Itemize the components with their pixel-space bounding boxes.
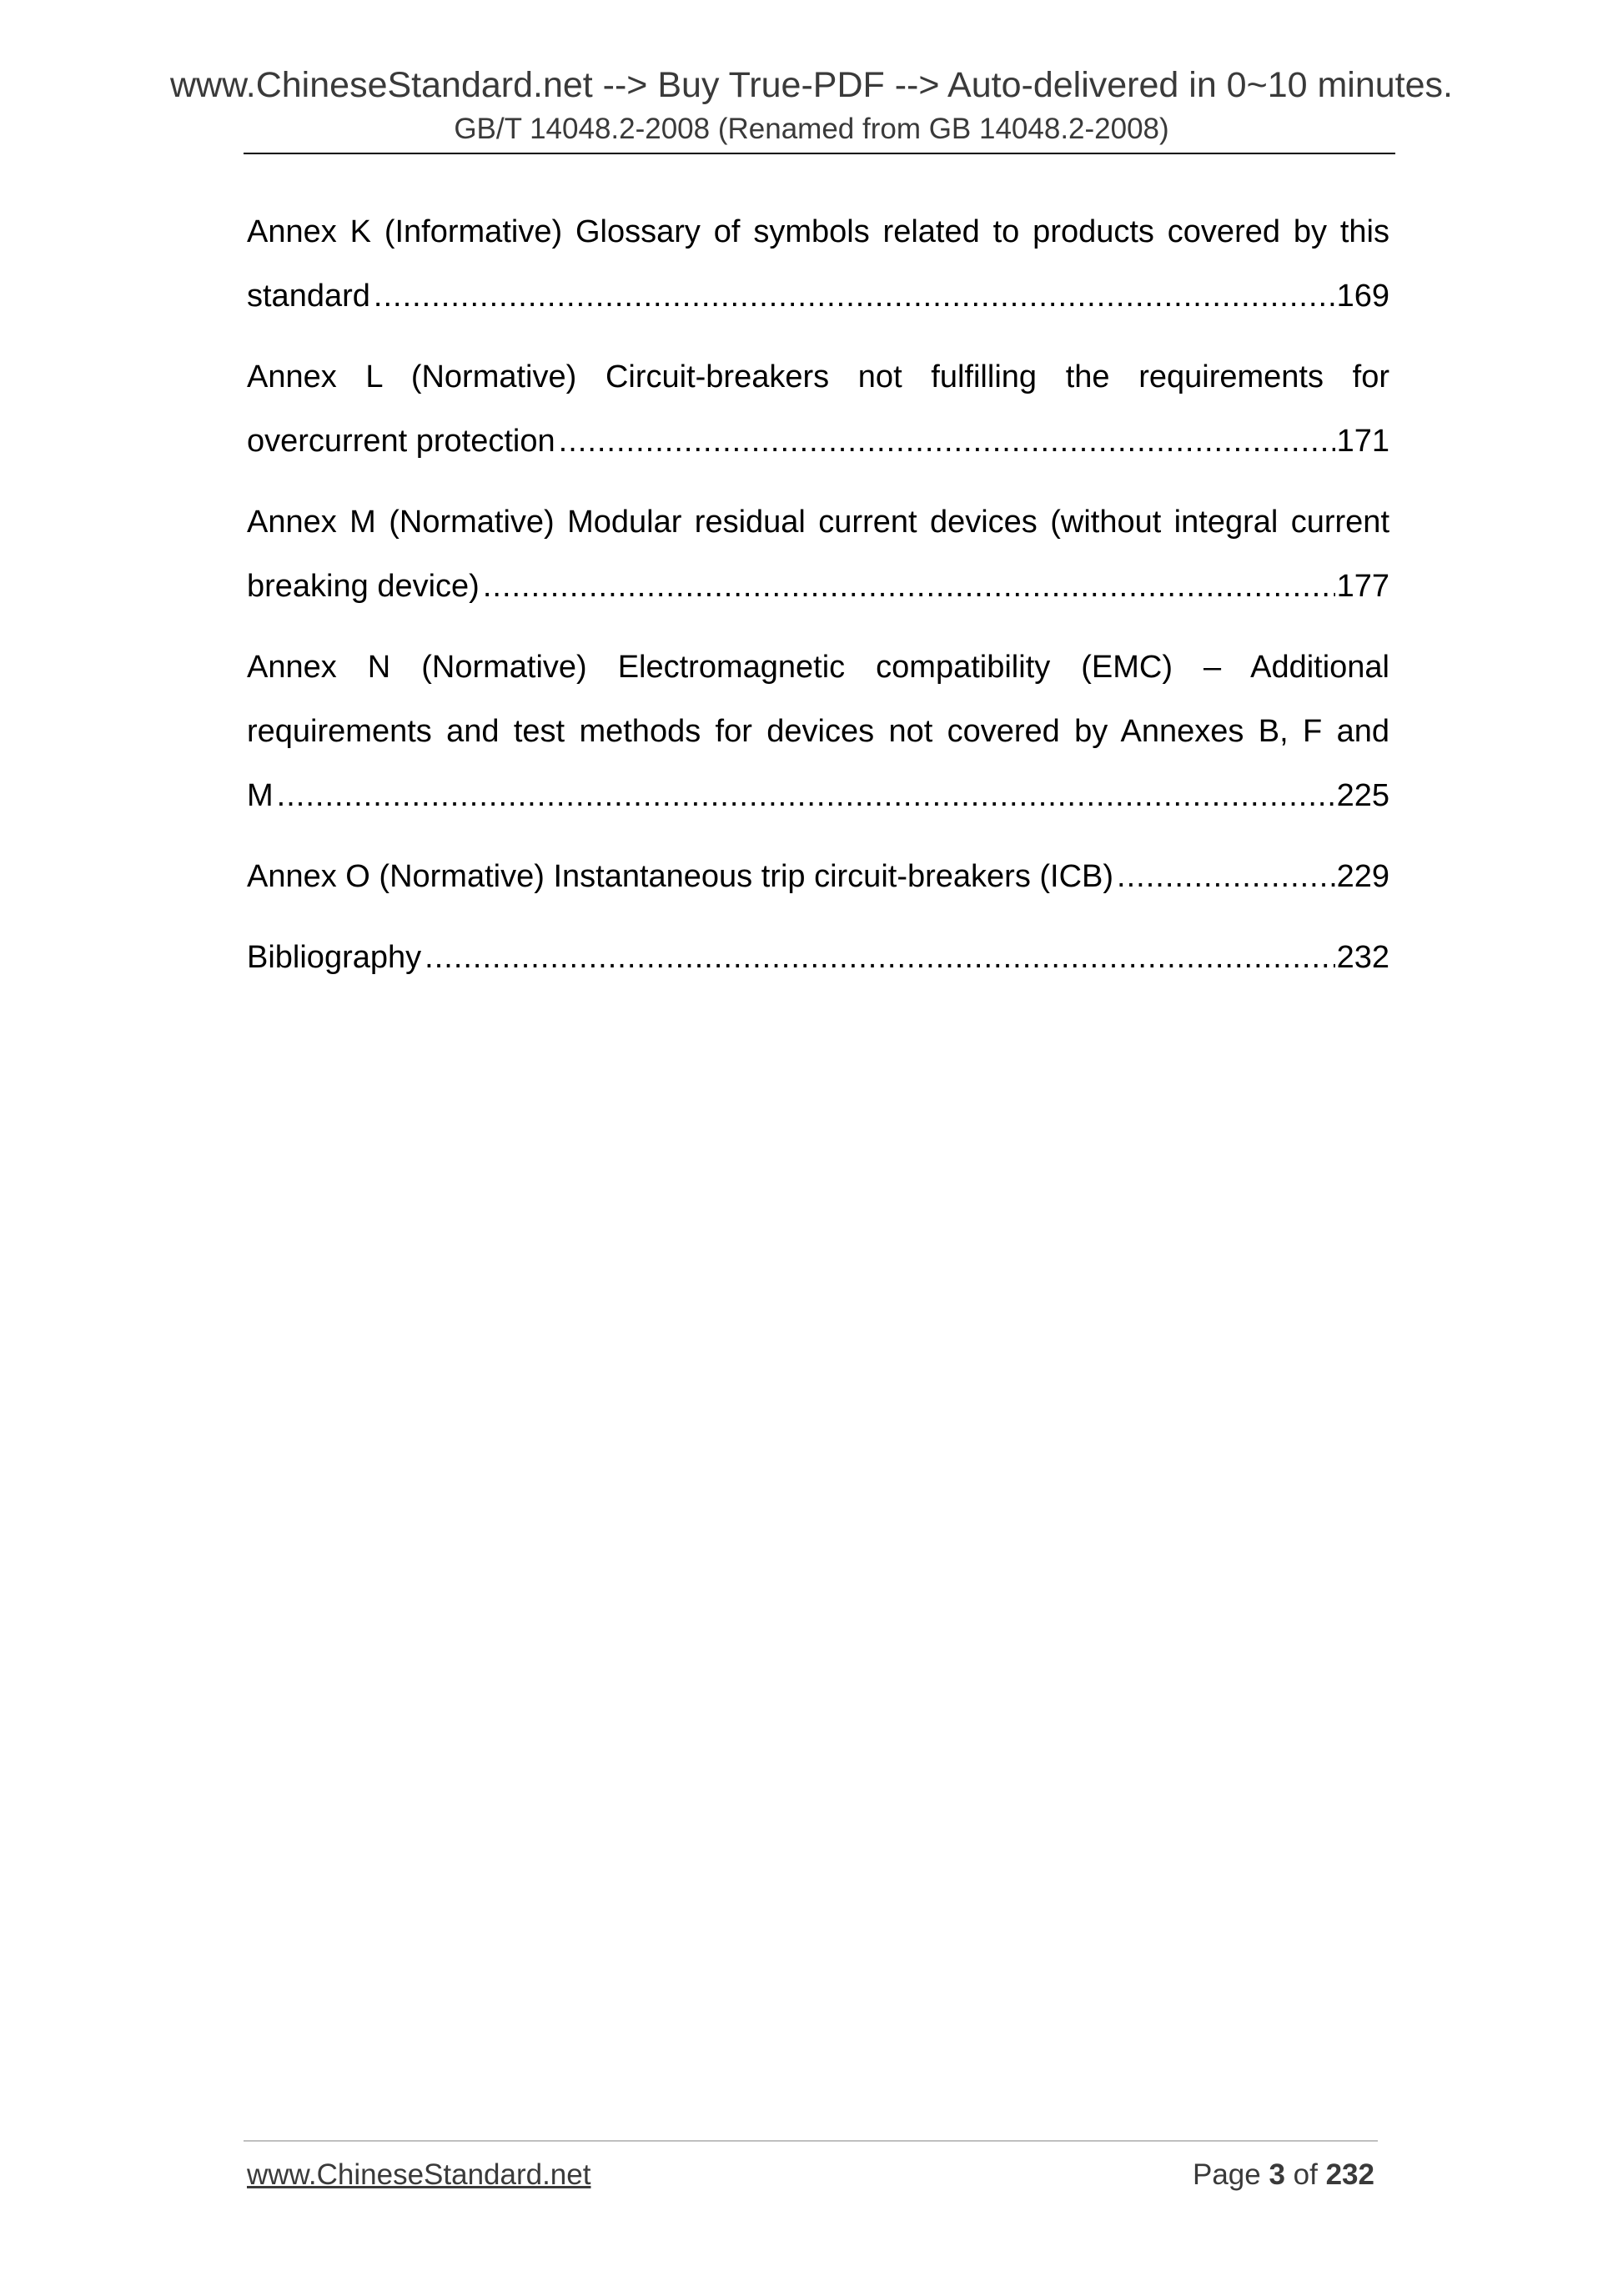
toc-entry-title-end: standard bbox=[247, 279, 370, 314]
toc-entry-title-end: Bibliography bbox=[247, 940, 422, 975]
footer-site-link[interactable]: www.ChineseStandard.net bbox=[247, 2158, 591, 2191]
toc-entry-title-end: Annex O (Normative) Instantaneous trip circuit-breakers (ICB) bbox=[247, 859, 1114, 894]
toc-entry-annex-o[interactable] bbox=[247, 845, 1389, 909]
footer-page-indicator bbox=[1193, 2158, 1374, 2192]
toc-entry-title-end: breaking device) bbox=[247, 569, 480, 604]
toc-entry-title-line: Annex K (Informative) Glossary of symbols related to products covered by this bbox=[247, 214, 1389, 249]
toc-dot-leader bbox=[277, 764, 1335, 828]
toc-entry-bibliography[interactable] bbox=[247, 926, 1389, 990]
toc-entry-last-line bbox=[247, 409, 1389, 474]
toc-page-number: 229 bbox=[1336, 859, 1389, 894]
toc-entry-last-line bbox=[247, 555, 1389, 619]
toc-entry-annex-m[interactable] bbox=[247, 490, 1389, 619]
toc-entry-title-line: requirements and test methods for devices not covered by Annexes B, F and bbox=[247, 714, 1389, 749]
toc-entry-title-line: Annex M (Normative) Modular residual current devices (without integral current bbox=[247, 505, 1389, 540]
total-page-count: 232 bbox=[1325, 2158, 1374, 2191]
toc-entry-last-line bbox=[247, 926, 1389, 990]
header-promo-text: www.ChineseStandard.net --> Buy True-PDF --> Auto-delivered in 0~10 minutes. bbox=[169, 65, 1453, 105]
toc-entry-annex-k[interactable] bbox=[247, 200, 1389, 329]
toc-entry-last-line bbox=[247, 764, 1389, 828]
toc-entry-annex-n[interactable] bbox=[247, 636, 1389, 828]
page-header bbox=[0, 60, 1623, 148]
header-divider bbox=[244, 153, 1395, 154]
toc-entry-title-end: M bbox=[247, 778, 274, 813]
toc-dot-leader bbox=[425, 926, 1334, 990]
toc-entry-title-end: overcurrent protection bbox=[247, 424, 555, 459]
toc-page-number: 225 bbox=[1336, 778, 1389, 813]
toc-entry-last-line bbox=[247, 845, 1389, 909]
current-page-number: 3 bbox=[1269, 2158, 1285, 2191]
toc-dot-leader bbox=[374, 264, 1335, 329]
toc-dot-leader bbox=[483, 555, 1335, 619]
table-of-contents bbox=[247, 200, 1389, 1007]
footer-divider bbox=[244, 2140, 1378, 2142]
toc-entry-title-line: Annex N (Normative) Electromagnetic compatibility (EMC) – Additional bbox=[247, 650, 1389, 685]
toc-page-number: 232 bbox=[1336, 940, 1389, 975]
toc-page-number: 171 bbox=[1336, 424, 1389, 459]
toc-entry-annex-l[interactable] bbox=[247, 345, 1389, 474]
toc-dot-leader bbox=[1117, 845, 1335, 909]
page-of-label: of bbox=[1293, 2158, 1318, 2191]
toc-page-number: 169 bbox=[1336, 279, 1389, 314]
toc-entry-last-line bbox=[247, 264, 1389, 329]
page-label: Page bbox=[1192, 2158, 1261, 2191]
toc-entry-title-line: Annex L (Normative) Circuit-breakers not fulfilling the requirements for bbox=[247, 359, 1389, 394]
toc-dot-leader bbox=[559, 409, 1335, 474]
toc-page-number: 177 bbox=[1336, 569, 1389, 604]
header-standard-id: GB/T 14048.2-2008 (Renamed from GB 14048.2-2008) bbox=[454, 113, 1169, 145]
